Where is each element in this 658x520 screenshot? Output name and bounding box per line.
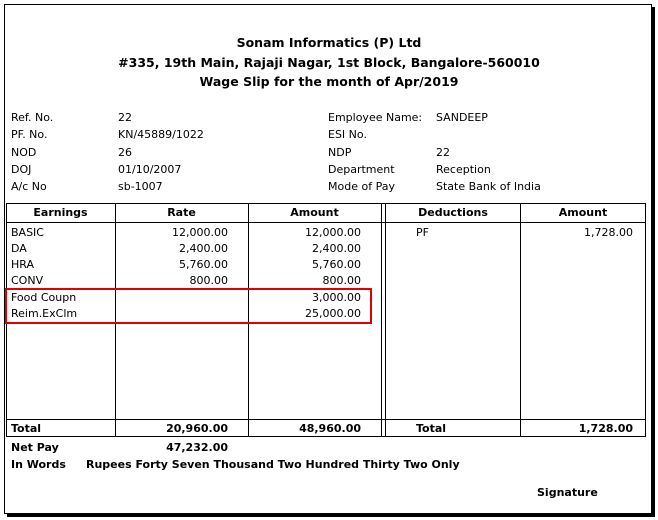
info-value: 22 [436, 146, 450, 159]
info-label: NOD [11, 146, 37, 159]
info-label: Department [328, 163, 395, 176]
header-deduction-amount: Amount [558, 206, 608, 219]
earning-name: HRA [11, 258, 34, 271]
info-value: State Bank of India [436, 180, 541, 193]
frame-shadow-bottom [7, 514, 655, 517]
total-label: Total [11, 422, 42, 435]
earning-name: DA [11, 242, 27, 255]
deduction-amount: 1,728.00 [584, 226, 633, 239]
header-amount: Amount [290, 206, 339, 219]
info-label: A/c No [11, 180, 47, 193]
header-earnings: Earnings [33, 206, 88, 219]
header-rate: Rate [167, 206, 196, 219]
earning-name: Reim.ExClm [11, 307, 78, 320]
info-label: Employee Name: [328, 111, 423, 124]
deduction-total-amount: 1,728.00 [578, 422, 633, 435]
earning-amount: 5,760.00 [312, 258, 361, 271]
signature-label: Signature [537, 486, 598, 499]
info-value: 22 [118, 111, 132, 124]
earning-amount: 2,400.00 [312, 242, 361, 255]
total-amount: 48,960.00 [299, 422, 361, 435]
earning-rate: 5,760.00 [179, 258, 228, 271]
info-label: NDP [328, 146, 352, 159]
earning-amount: 25,000.00 [305, 307, 361, 320]
col-divider [520, 203, 521, 437]
earning-rate: 2,400.00 [179, 242, 228, 255]
company-name: Sonam Informatics (P) Ltd [236, 35, 422, 50]
earning-amount: 3,000.00 [312, 291, 361, 304]
company-address: #335, 19th Main, Rajaji Nagar, 1st Block, Bangalore-560010 [118, 55, 540, 70]
deduction-name: PF [416, 226, 429, 239]
info-value: Reception [436, 163, 491, 176]
highlight-box [5, 288, 372, 324]
col-divider [381, 203, 382, 437]
earning-rate: 12,000.00 [172, 226, 228, 239]
deduction-total-label: Total [416, 422, 447, 435]
info-label: Mode of Pay [328, 180, 395, 193]
in-words-value: Rupees Forty Seven Thousand Two Hundred Thirty Two Only [86, 458, 460, 471]
earning-name: BASIC [11, 226, 44, 239]
info-value: KN/45889/1022 [118, 128, 204, 141]
info-label: PF. No. [11, 128, 48, 141]
info-label: DOJ [11, 163, 32, 176]
info-value: SANDEEP [436, 111, 488, 124]
col-divider [385, 203, 386, 437]
info-label: ESI No. [328, 128, 367, 141]
net-pay-value: 47,232.00 [166, 441, 228, 454]
info-value: sb-1007 [118, 180, 163, 193]
earning-name: CONV [11, 274, 44, 287]
slip-title: Wage Slip for the month of Apr/2019 [199, 74, 459, 89]
info-value: 01/10/2007 [118, 163, 182, 176]
total-rule [6, 419, 646, 420]
header-rule [6, 222, 646, 223]
earning-amount: 800.00 [322, 274, 361, 287]
net-pay-label: Net Pay [11, 441, 59, 454]
in-words-label: In Words [11, 458, 66, 471]
earning-name: Food Coupn [11, 291, 77, 304]
total-rate: 20,960.00 [166, 422, 228, 435]
info-label: Ref. No. [11, 111, 54, 124]
header-deductions: Deductions [418, 206, 488, 219]
earning-rate: 800.00 [189, 274, 228, 287]
info-value: 26 [118, 146, 132, 159]
earning-amount: 12,000.00 [305, 226, 361, 239]
